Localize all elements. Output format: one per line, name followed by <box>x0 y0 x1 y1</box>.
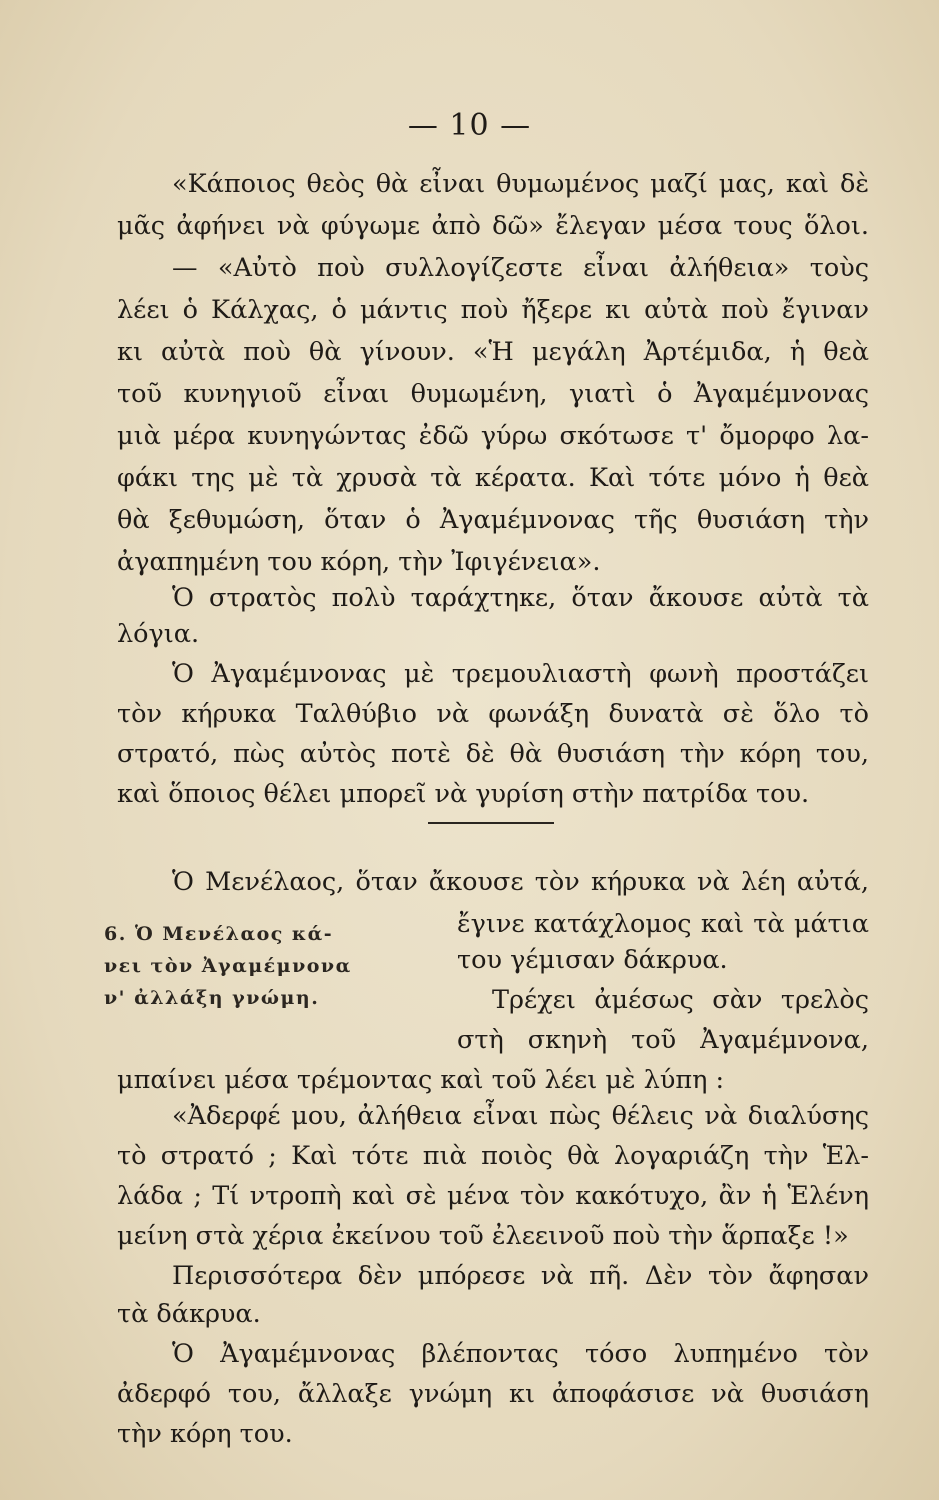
text-line: Τρέχει ἀμέσως σὰν τρελὸς <box>492 985 869 1015</box>
text-line: Περισσότερα δὲν μπόρεσε νὰ πῆ. Δὲν τὸν ἄφησαν <box>172 1261 869 1291</box>
text-line: Ὁ Μενέλαος, ὅταν ἄκουσε τὸν κήρυκα νὰ λέη αὐτά, <box>172 867 869 897</box>
text-line: τὸ στρατό ; Καὶ τότε πιὰ ποιὸς θὰ λογαριάζη τὴν Ἑλ- <box>117 1141 869 1171</box>
text-line: λόγια. <box>117 619 200 649</box>
text-line: φάκι της μὲ τὰ χρυσὰ τὰ κέρατα. Καὶ τότε μόνο ἡ θεὰ <box>117 463 869 493</box>
text-line: στὴ σκηνὴ τοῦ Ἀγαμέμνονα, <box>457 1025 869 1055</box>
text-line: τὸν κήρυκα Ταλθύβιο νὰ φωνάξη δυνατὰ σὲ ὅλο τὸ <box>117 699 869 729</box>
text-line: καὶ ὅποιος θέλει μπορεῖ νὰ γυρίση στὴν πατρίδα του. <box>117 779 810 809</box>
text-line: τὴν κόρη του. <box>117 1419 293 1449</box>
text-line: «Ἀδερφέ μου, ἀλήθεια εἶναι πὼς θέλεις νὰ διαλύσης <box>172 1101 869 1131</box>
margin-note-line: ν' ἀλλάξη γνώμη. <box>104 987 320 1009</box>
text-line: τὰ δάκρυα. <box>117 1299 261 1329</box>
text-line: Ὁ Ἀγαμέμνονας μὲ τρεμουλιαστὴ φωνὴ προστάζει <box>172 659 869 689</box>
text-line: του γέμισαν δάκρυα. <box>457 945 728 975</box>
text-line: θὰ ξεθυμώση, ὅταν ὁ Ἀγαμέμνονας τῆς θυσιάση τὴν <box>117 505 869 535</box>
text-line: Ὁ στρατὸς πολὺ ταράχτηκε, ὅταν ἄκουσε αὐτὰ τὰ <box>172 583 869 613</box>
text-line: κι αὐτὰ ποὺ θὰ γίνουν. «Ἡ μεγάλη Ἀρτέμιδα, ἡ θεὰ <box>117 337 869 367</box>
text-line: λέει ὁ Κάλχας, ὁ μάντις ποὺ ἤξερε κι αὐτὰ ποὺ ἔγιναν <box>117 295 869 325</box>
text-line: στρατό, πὼς αὐτὸς ποτὲ δὲ θὰ θυσιάση τὴν κόρη του, <box>117 739 869 769</box>
page-number: — 10 — <box>407 108 532 143</box>
margin-note-line: νει τὸν Ἀγαμέμνονα <box>104 955 352 977</box>
margin-note <box>104 918 434 1014</box>
text-line: Ὁ Ἀγαμέμνονας βλέποντας τόσο λυπημένο τὸν <box>172 1339 869 1369</box>
text-line: λάδα ; Τί ντροπὴ καὶ σὲ μένα τὸν κακότυχο, ἂν ἡ Ἑλένη <box>117 1181 869 1211</box>
text-line: — «Αὐτὸ ποὺ συλλογίζεστε εἶναι ἀλήθεια» τοὺς <box>172 253 869 283</box>
text-line: «Κάποιος θεὸς θὰ εἶναι θυμωμένος μαζί μας, καὶ δὲ <box>172 169 869 199</box>
section-divider <box>428 822 554 824</box>
text-line: μπαίνει μέσα τρέμοντας καὶ τοῦ λέει μὲ λύπη : <box>117 1065 725 1095</box>
text-line: μιὰ μέρα κυνηγώντας ἐδῶ γύρω σκότωσε τ' ὄμορφο λα- <box>117 421 869 451</box>
text-line: μείνη στὰ χέρια ἐκείνου τοῦ ἐλεεινοῦ ποὺ τὴν ἅρπαξε !» <box>117 1221 849 1251</box>
margin-note-line: 6. Ὁ Μενέλαος κά- <box>104 923 334 945</box>
text-line: ἀγαπημένη του κόρη, τὴν Ἰφιγένεια». <box>117 547 601 577</box>
text-line: τοῦ κυνηγιοῦ εἶναι θυμωμένη, γιατὶ ὁ Ἀγαμέμνονας <box>117 379 869 409</box>
text-line: ἔγινε κατάχλομος καὶ τὰ μάτια <box>457 909 869 939</box>
text-line: μᾶς ἀφήνει νὰ φύγωμε ἀπὸ δῶ» ἔλεγαν μέσα τους ὅλοι. <box>117 211 869 241</box>
text-line: ἀδερφό του, ἄλλαξε γνώμη κι ἀποφάσισε νὰ θυσιάση <box>117 1379 869 1409</box>
